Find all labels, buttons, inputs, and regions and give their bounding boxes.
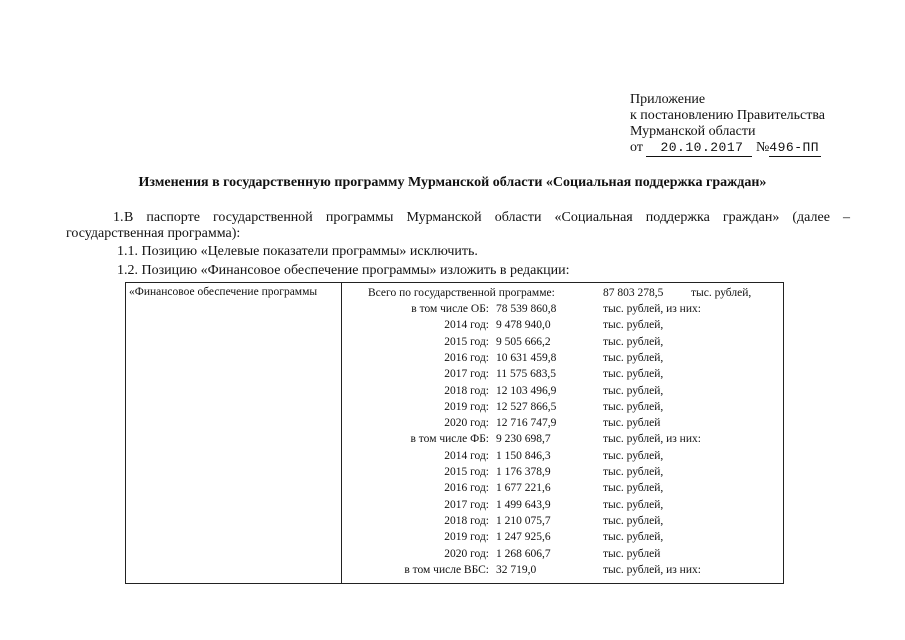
row-value: 9 478 940,0 bbox=[496, 319, 551, 332]
row-label: 2017 год: bbox=[444, 498, 489, 511]
row-value: 12 527 866,5 bbox=[496, 400, 557, 413]
row-label: в том числе ФБ: bbox=[410, 433, 489, 446]
row-label: 2014 год: bbox=[444, 449, 489, 462]
row-unit: тыс. рублей, bbox=[603, 351, 664, 364]
financing-table bbox=[125, 282, 784, 584]
row-label: 2017 год: bbox=[444, 368, 489, 381]
total-value: 87 803 278,5 bbox=[603, 287, 664, 299]
row-unit: тыс. рублей bbox=[603, 547, 661, 560]
row-value: 78 539 860,8 bbox=[496, 303, 557, 315]
row-unit: тыс. рублей, bbox=[603, 449, 664, 462]
table-left-label: «Финансовое обеспечение программы bbox=[129, 286, 318, 298]
row-value: 32 719,0 bbox=[496, 563, 537, 576]
approval-date-number bbox=[630, 140, 825, 157]
row-label: 2016 год: bbox=[444, 482, 489, 495]
row-label: 2020 год: bbox=[444, 547, 489, 560]
row-label: 2019 год: bbox=[444, 400, 489, 413]
row-value: 9 505 666,2 bbox=[496, 335, 551, 348]
row-unit: тыс. рублей, bbox=[603, 368, 664, 381]
row-unit: тыс. рублей bbox=[603, 417, 661, 430]
row-value: 1 268 606,7 bbox=[496, 547, 551, 560]
row-value: 1 499 643,9 bbox=[496, 498, 551, 511]
item-1-1: 1.1. Позицию «Целевые показатели программы» исключить. bbox=[117, 244, 478, 259]
row-unit: тыс. рублей, из них: bbox=[603, 303, 701, 315]
row-unit: тыс. рублей, bbox=[603, 466, 664, 478]
document-title: Изменения в государственную программу Мурманской области «Социальная поддержка граждан» bbox=[138, 175, 767, 190]
row-value: 9 230 698,7 bbox=[496, 433, 551, 446]
row-label: 2015 год: bbox=[444, 335, 489, 348]
paragraph-1 bbox=[66, 210, 850, 242]
row-label: 2019 год: bbox=[444, 531, 489, 544]
approval-line-1: Приложение bbox=[630, 92, 706, 107]
row-unit: тыс. рублей, bbox=[603, 514, 664, 527]
row-value: 12 716 747,9 bbox=[496, 417, 557, 430]
row-value: 1 150 846,3 bbox=[496, 449, 551, 462]
item-1-2: 1.2. Позицию «Финансовое обеспечение программы» изложить в редакции: bbox=[117, 263, 570, 278]
row-label: 2018 год: bbox=[444, 384, 489, 397]
paragraph-1-text: В паспорте государственной программы Мурманской области «Социальная поддержка граждан» (далее – государственная программа): bbox=[66, 210, 850, 241]
row-unit: тыс. рублей, bbox=[603, 384, 664, 397]
approval-line-2: к постановлению Правительства bbox=[630, 108, 826, 123]
row-unit: тыс. рублей, bbox=[603, 498, 664, 511]
total-row bbox=[368, 287, 752, 299]
row-value: 1 677 221,6 bbox=[496, 482, 551, 495]
row-label: 2018 год: bbox=[444, 514, 489, 527]
approval-from-label: от bbox=[630, 140, 643, 155]
approval-date: 20.10.2017 bbox=[646, 140, 752, 157]
row-value: 10 631 459,8 bbox=[496, 351, 557, 364]
row-value: 1 210 075,7 bbox=[496, 514, 551, 527]
row-label: 2020 год: bbox=[444, 417, 489, 430]
approval-number-sign: № bbox=[755, 140, 770, 155]
row-value: 1 247 925,6 bbox=[496, 531, 551, 544]
paragraph-1-number: 1. bbox=[113, 210, 124, 225]
row-value: 1 176 378,9 bbox=[496, 466, 551, 478]
row-unit: тыс. рублей, bbox=[603, 400, 664, 413]
row-label: в том числе ВБС: bbox=[404, 563, 489, 576]
row-label: 2016 год: bbox=[444, 351, 489, 364]
row-value: 11 575 683,5 bbox=[496, 368, 556, 381]
row-unit: тыс. рублей, bbox=[603, 482, 664, 495]
row-label: 2015 год: bbox=[444, 466, 489, 478]
row-unit: тыс. рублей, bbox=[603, 335, 664, 348]
approval-line-3: Мурманской области bbox=[630, 124, 756, 139]
row-label: 2014 год: bbox=[444, 319, 489, 332]
approval-number: 496-ПП bbox=[769, 140, 821, 157]
row-unit: тыс. рублей, bbox=[603, 319, 664, 332]
row-label: в том числе ОБ: bbox=[411, 303, 489, 315]
total-label: Всего по государственной программе: bbox=[368, 287, 555, 299]
total-unit: тыс. рублей, bbox=[691, 287, 752, 299]
row-value: 12 103 496,9 bbox=[496, 384, 557, 397]
row-unit: тыс. рублей, из них: bbox=[603, 563, 701, 576]
approval-block bbox=[630, 92, 825, 157]
row-unit: тыс. рублей, из них: bbox=[603, 433, 701, 446]
row-unit: тыс. рублей, bbox=[603, 531, 664, 544]
